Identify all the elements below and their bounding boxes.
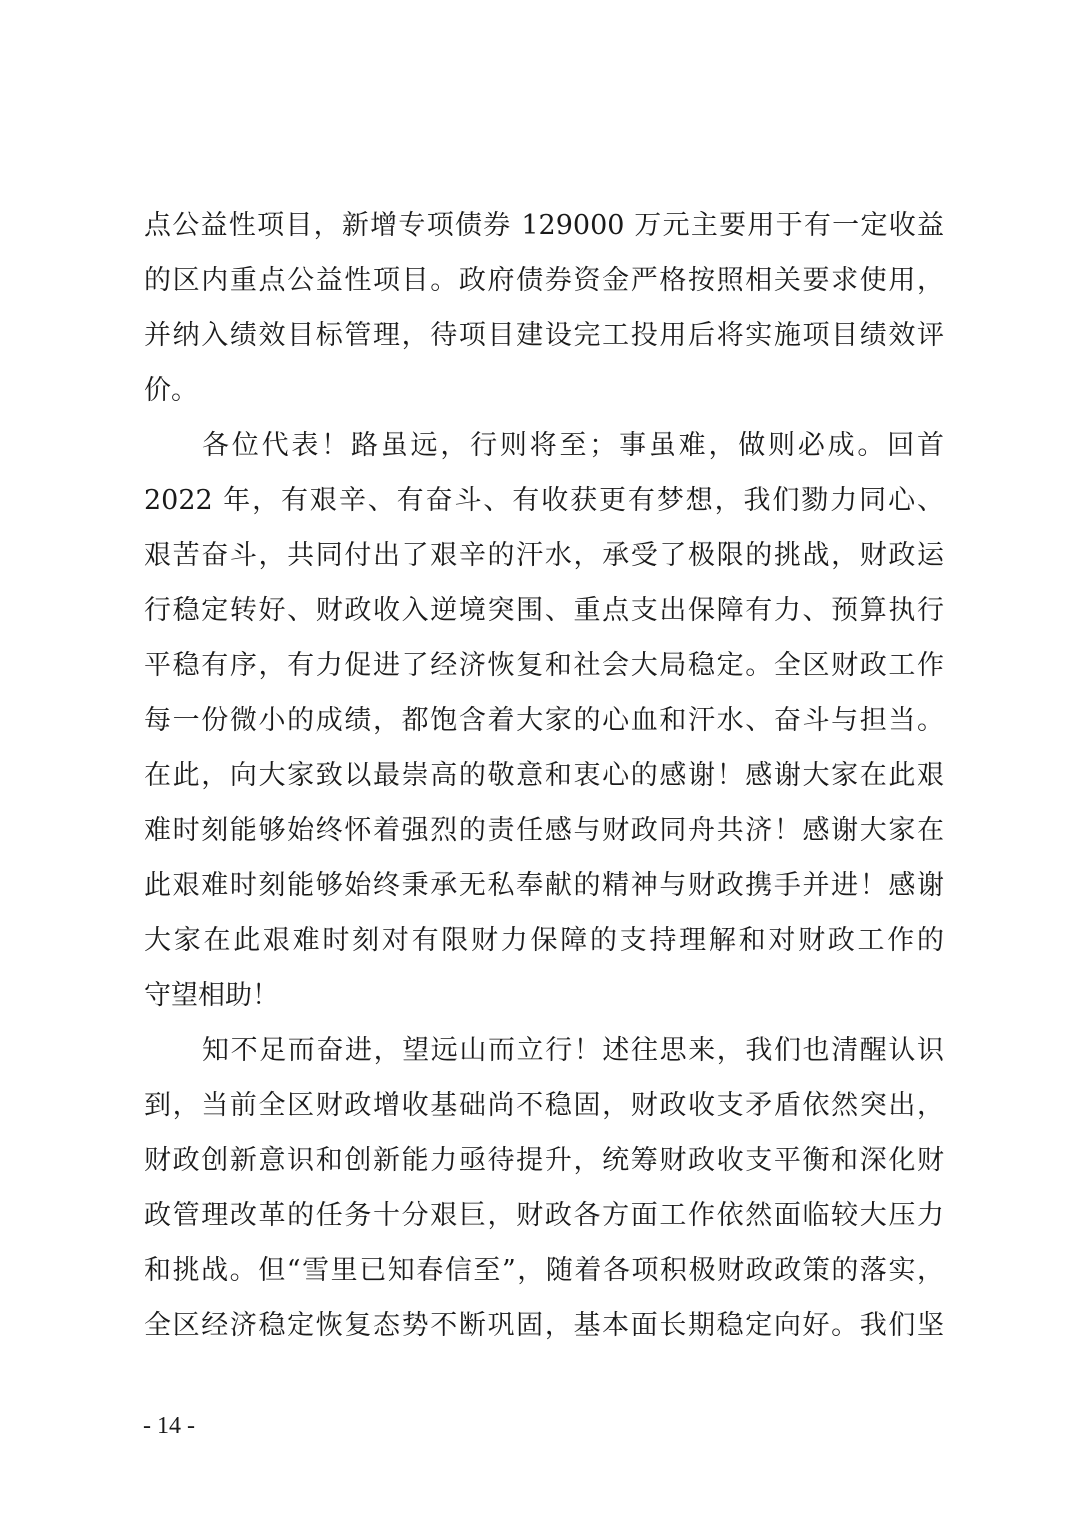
text-line: 点公益性项目，新增专项债券 129000 万元主要用于有一定收益 bbox=[144, 210, 944, 241]
text-line: 行稳定转好、财政收入逆境突围、重点支出保障有力、预算执行 bbox=[144, 595, 944, 626]
text-line: 此艰难时刻能够始终秉承无私奉献的精神与财政携手并进！感谢 bbox=[144, 870, 944, 901]
text-line: 在此，向大家致以最崇高的敬意和衷心的感谢！感谢大家在此艰 bbox=[144, 760, 944, 791]
body-text bbox=[144, 198, 944, 1353]
text-line: 并纳入绩效目标管理，待项目建设完工投用后将实施项目绩效评 bbox=[144, 320, 944, 351]
text-line: 艰苦奋斗，共同付出了艰辛的汗水，承受了极限的挑战，财政运 bbox=[144, 540, 944, 571]
text-line: 守望相助！ bbox=[144, 980, 279, 1011]
text-line: 平稳有序，有力促进了经济恢复和社会大局稳定。全区财政工作 bbox=[144, 650, 944, 681]
text-line: 各位代表！路虽远，行则将至；事虽难，做则必成。回首 bbox=[202, 430, 944, 461]
text-line: 2022 年，有艰辛、有奋斗、有收获更有梦想，我们勠力同心、 bbox=[144, 485, 944, 516]
text-line: 政管理改革的任务十分艰巨，财政各方面工作依然面临较大压力 bbox=[144, 1200, 944, 1231]
text-line: 的区内重点公益性项目。政府债券资金严格按照相关要求使用， bbox=[144, 265, 944, 296]
page-number: - 14 - bbox=[143, 1413, 195, 1439]
text-line: 和挑战。但“雪里已知春信至”，随着各项积极财政政策的落实， bbox=[144, 1255, 944, 1286]
text-line: 财政创新意识和创新能力亟待提升，统筹财政收支平衡和深化财 bbox=[144, 1145, 944, 1176]
text-line: 价。 bbox=[144, 375, 198, 406]
text-line: 全区经济稳定恢复态势不断巩固，基本面长期稳定向好。我们坚 bbox=[144, 1310, 944, 1341]
text-line: 大家在此艰难时刻对有限财力保障的支持理解和对财政工作的 bbox=[144, 925, 944, 956]
text-line: 难时刻能够始终怀着强烈的责任感与财政同舟共济！感谢大家在 bbox=[144, 815, 944, 846]
text-line: 到，当前全区财政增收基础尚不稳固，财政收支矛盾依然突出， bbox=[144, 1090, 944, 1121]
text-line: 知不足而奋进，望远山而立行！述往思来，我们也清醒认识 bbox=[202, 1035, 944, 1066]
text-line: 每一份微小的成绩，都饱含着大家的心血和汗水、奋斗与担当。 bbox=[144, 705, 944, 736]
